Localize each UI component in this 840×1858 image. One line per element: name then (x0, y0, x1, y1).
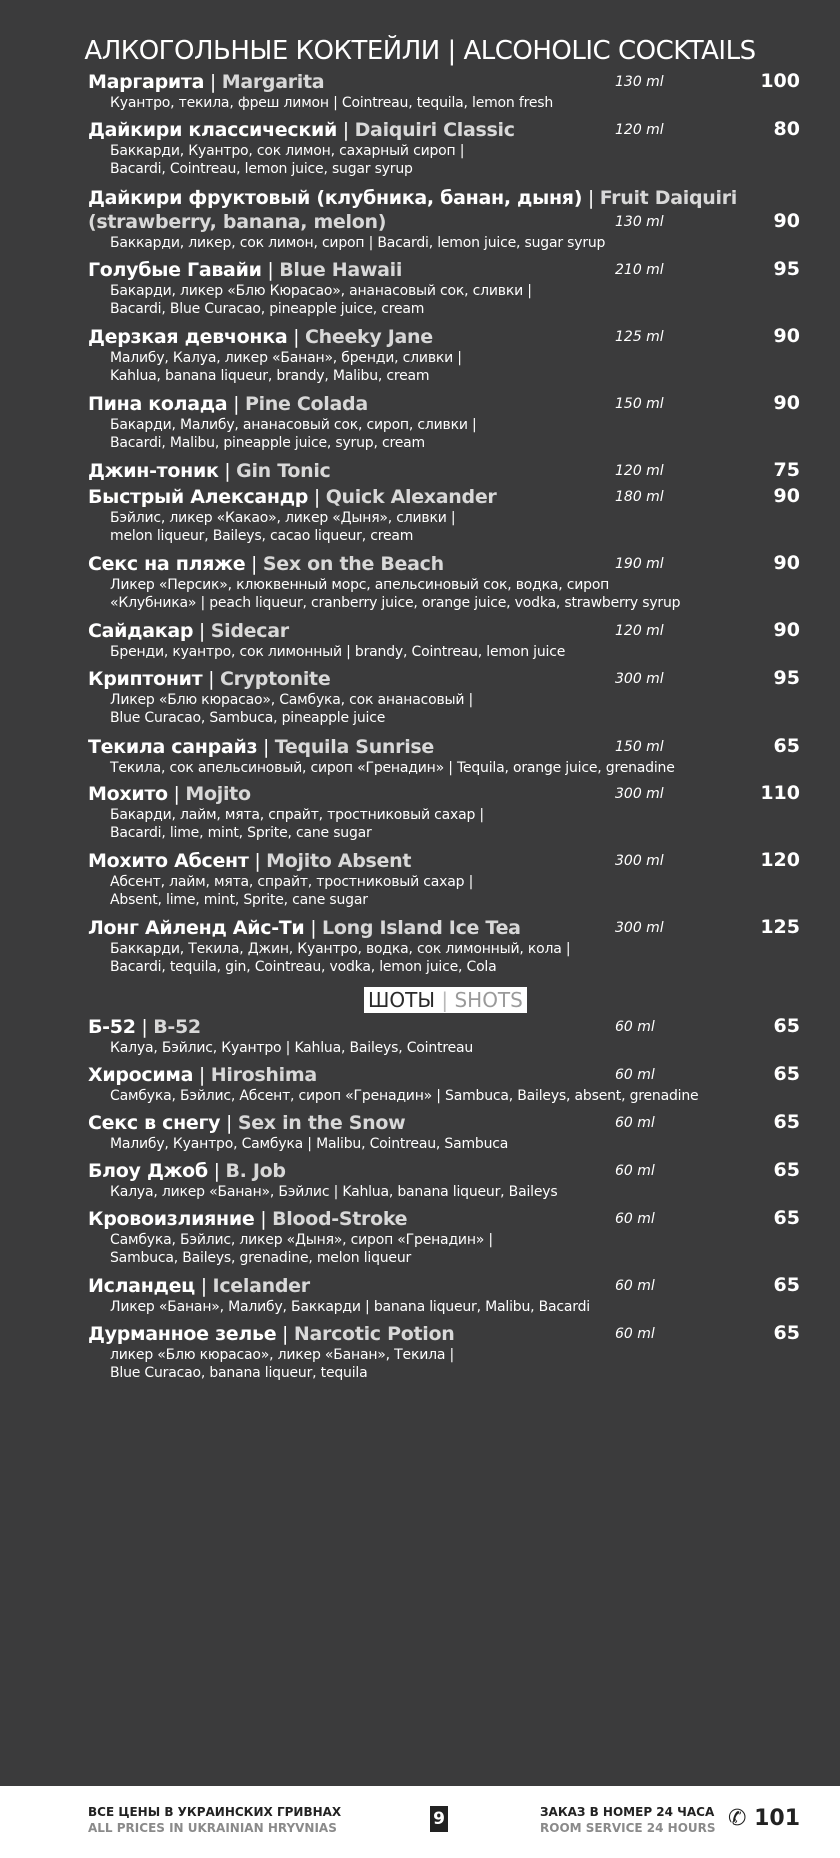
item-description: Калуа, Бэйлис, Куантро | Kahlua, Baileys, Cointreau (110, 1040, 474, 1056)
footer-prices-note (88, 1804, 341, 1836)
item-description: Bacardi, Blue Curacao, pineapple juice, cream (110, 301, 425, 317)
item-description: ликер «Блю кюрасао», ликер «Банан», Текила | (110, 1347, 454, 1363)
item-name-separator: | (227, 393, 245, 415)
page-number: 9 (430, 1806, 448, 1832)
menu-item (88, 552, 800, 612)
item-name-en: Sidecar (210, 620, 289, 642)
item-description: Бренди, куантро, сок лимонный | brandy, Cointreau, lemon juice (110, 644, 566, 660)
item-description: Бакарди, ликер «Блю Кюрасао», ананасовый сок, сливки | (110, 283, 532, 299)
item-description: Bacardi, Cointreau, lemon juice, sugar syrup (110, 161, 413, 177)
item-description: Bacardi, tequila, gin, Cointreau, vodka, lemon juice, Cola (110, 959, 497, 975)
footer-room-service (540, 1804, 716, 1836)
item-description: Куантро, текила, фреш лимон | Cointreau, tequila, lemon fresh (110, 95, 554, 111)
item-volume: 125 ml (615, 329, 664, 345)
item-price: 75 (773, 459, 800, 481)
menu-item (88, 325, 800, 385)
item-name-separator: | (304, 917, 323, 939)
item-price: 80 (773, 118, 800, 140)
item-name-ru: Блоу Джоб (88, 1160, 208, 1182)
item-volume: 180 ml (615, 489, 664, 505)
item-description: Kahlua, banana liqueur, brandy, Malibu, cream (110, 368, 430, 384)
item-price: 65 (773, 1111, 800, 1133)
item-name-en: Hiroshima (210, 1064, 317, 1086)
item-volume: 130 ml (615, 214, 664, 230)
item-description: Sambuca, Baileys, grenadine, melon liqueur (110, 1250, 412, 1266)
item-name-separator: | (218, 460, 237, 482)
item-price: 90 (773, 552, 800, 574)
item-name-ru: Текила санрайз (88, 736, 258, 758)
item-description: Самбука, Бэйлис, Абсент, сироп «Гренадин» | Sambuca, Baileys, absent, grenadine (110, 1088, 699, 1104)
item-name-en: B. Job (225, 1160, 286, 1182)
item-name-en: Cheeky Jane (304, 326, 433, 348)
item-name-en-continued: (strawberry, banana, melon) (88, 211, 387, 233)
item-name-en: Daiquiri Classic (354, 119, 515, 141)
item-volume: 300 ml (615, 920, 664, 936)
item-volume: 130 ml (615, 74, 664, 90)
item-name-en: Blood-Stroke (272, 1208, 408, 1230)
item-description: Бакарди, лайм, мята, спрайт, тростниковый сахар | (110, 807, 484, 823)
item-price: 65 (773, 1015, 800, 1037)
menu-item (88, 459, 800, 483)
item-price: 90 (773, 325, 800, 347)
item-name-en: Gin Tonic (236, 460, 331, 482)
item-name-ru: Дайкири фруктовый (клубника, банан, дыня) (88, 187, 583, 209)
item-name-separator: | (193, 620, 211, 642)
item-volume: 60 ml (615, 1326, 655, 1342)
menu-item (88, 1159, 800, 1201)
menu-item (88, 392, 800, 452)
menu-item (88, 782, 800, 842)
item-price: 65 (773, 735, 800, 757)
menu-item (88, 735, 800, 777)
item-description: Bacardi, lime, mint, Sprite, cane sugar (110, 825, 372, 841)
item-name-ru: Кровоизлияние (88, 1208, 255, 1230)
item-price: 100 (760, 70, 800, 92)
footer (0, 1786, 840, 1858)
item-name-ru: Мохито Абсент (88, 850, 249, 872)
item-name-separator: | (202, 668, 220, 690)
item-description: Ликер «Банан», Малибу, Баккарди | banana liqueur, Malibu, Bacardi (110, 1299, 590, 1315)
item-description: Самбука, Бэйлис, ликер «Дыня», сироп «Гренадин» | (110, 1232, 493, 1248)
item-name-en: Icelander (212, 1275, 310, 1297)
menu-item (88, 70, 800, 112)
menu-item (88, 1274, 800, 1316)
item-description: Blue Curacao, banana liqueur, tequila (110, 1365, 368, 1381)
menu-item (88, 619, 800, 661)
item-description: Blue Curacao, Sambuca, pineapple juice (110, 710, 386, 726)
item-volume: 120 ml (615, 122, 664, 138)
item-volume: 60 ml (615, 1067, 655, 1083)
item-name-separator: | (276, 1323, 294, 1345)
item-name-separator: | (254, 1208, 273, 1230)
item-description: Баккарди, ликер, сок лимон, сироп | Bacardi, lemon juice, sugar syrup (110, 235, 606, 251)
item-name-separator: | (245, 553, 263, 575)
footer-room-service-ru: ЗАКАЗ В НОМЕР 24 ЧАСА (540, 1805, 715, 1819)
shots-heading-separator: | (435, 988, 455, 1012)
item-volume: 300 ml (615, 853, 664, 869)
item-name (88, 186, 800, 210)
menu-item (88, 1207, 800, 1267)
item-volume: 210 ml (615, 262, 664, 278)
menu-item (88, 186, 800, 252)
menu-item (88, 258, 800, 318)
item-name-ru: Секс на пляже (88, 553, 246, 575)
item-price: 110 (760, 782, 800, 804)
item-name-separator: | (194, 1275, 213, 1297)
shots-heading-en: SHOTS (454, 988, 523, 1012)
item-name-separator: | (135, 1016, 154, 1038)
item-volume: 150 ml (615, 396, 664, 412)
menu-item (88, 118, 800, 178)
item-name-ru: Хиросима (88, 1064, 194, 1086)
menu-item (88, 1015, 800, 1057)
item-name-en: Sex on the Beach (262, 553, 444, 575)
item-description: melon liqueur, Baileys, cacao liqueur, cream (110, 528, 414, 544)
item-price: 90 (773, 210, 800, 232)
menu-item (88, 1063, 800, 1105)
item-description: Малибу, Калуа, ликер «Банан», бренди, сливки | (110, 350, 462, 366)
item-volume: 190 ml (615, 556, 664, 572)
item-name-separator: | (207, 1160, 226, 1182)
item-price: 90 (773, 392, 800, 414)
item-price: 65 (773, 1063, 800, 1085)
phone-number: 101 (754, 1806, 801, 1831)
item-name-ru: Дерзкая девчонка (88, 326, 288, 348)
item-name-ru: Голубые Гавайи (88, 259, 262, 281)
item-name-separator: | (261, 259, 280, 281)
item-price: 120 (760, 849, 800, 871)
item-name-en: Tequila Sunrise (274, 736, 435, 758)
item-name-ru: Криптонит (88, 668, 203, 690)
item-description: Калуа, ликер «Банан», Бэйлис | Kahlua, banana liqueur, Baileys (110, 1184, 558, 1200)
item-name-ru: Исландец (88, 1275, 195, 1297)
item-description: Бэйлис, ликер «Какао», ликер «Дыня», сливки | (110, 510, 456, 526)
item-name-en: Fruit Daiquiri (599, 187, 738, 209)
shots-heading-ru: ШОТЫ (368, 988, 435, 1012)
item-description: Ликер «Персик», клюквенный морс, апельсиновый сок, водка, сироп (110, 577, 610, 593)
item-name-separator: | (167, 783, 186, 805)
item-name-en: B-52 (153, 1016, 201, 1038)
item-description: Баккарди, Куантро, сок лимон, сахарный сироп | (110, 143, 465, 159)
item-name-en: Blue Hawaii (279, 259, 403, 281)
item-name-en: Long Island Ice Tea (322, 917, 521, 939)
menu-item (88, 1111, 800, 1153)
menu-item (88, 916, 800, 976)
item-price: 125 (760, 916, 800, 938)
item-volume: 300 ml (615, 671, 664, 687)
menu-item (88, 667, 800, 727)
item-volume: 150 ml (615, 739, 664, 755)
item-name-ru: Маргарита (88, 71, 205, 93)
item-name-en: Cryptonite (219, 668, 331, 690)
phone-icon: ✆ (728, 1806, 747, 1831)
shots-section-heading (364, 987, 527, 1013)
menu-item (88, 485, 800, 545)
item-price: 90 (773, 485, 800, 507)
item-price: 65 (773, 1274, 800, 1296)
item-volume: 120 ml (615, 623, 664, 639)
item-name-ru: Быстрый Александр (88, 486, 309, 508)
item-volume: 60 ml (615, 1115, 655, 1131)
item-description: Ликер «Блю кюрасао», Самбука, сок ананасовый | (110, 692, 474, 708)
footer-prices-en: ALL PRICES IN UKRAINIAN HRYVNIAS (88, 1821, 337, 1835)
item-price: 95 (773, 258, 800, 280)
item-name-separator: | (204, 71, 222, 93)
item-price: 65 (773, 1159, 800, 1181)
menu-item (88, 849, 800, 909)
item-name-ru: Джин-тоник (88, 460, 219, 482)
item-price: 90 (773, 619, 800, 641)
item-description: Малибу, Куантро, Самбука | Malibu, Cointreau, Sambuca (110, 1136, 509, 1152)
footer-prices-ru: ВСЕ ЦЕНЫ В УКРАИНСКИХ ГРИВНАХ (88, 1805, 342, 1819)
item-name-en: Pine Colada (244, 393, 368, 415)
item-name-ru: Лонг Айленд Айс-Ти (88, 917, 305, 939)
item-description: Бакарди, Малибу, ананасовый сок, сироп, сливки | (110, 417, 477, 433)
footer-room-service-en: ROOM SERVICE 24 HOURS (540, 1821, 716, 1835)
item-name-separator: | (248, 850, 267, 872)
item-description: Баккарди, Текила, Джин, Куантро, водка, сок лимонный, кола | (110, 941, 571, 957)
page-title: АЛКОГОЛЬНЫЕ КОКТЕЙЛИ | ALCOHOLIC COCKTAILS (84, 36, 756, 66)
item-name-separator: | (220, 1112, 238, 1134)
item-volume: 120 ml (615, 463, 664, 479)
item-description: Абсент, лайм, мята, спрайт, тростниковый сахар | (110, 874, 474, 890)
item-name-ru: Секс в снегу (88, 1112, 221, 1134)
item-name-en: Mojito Absent (266, 850, 412, 872)
item-description: Absent, lime, mint, Sprite, cane sugar (110, 892, 368, 908)
item-name-en: Margarita (221, 71, 325, 93)
item-volume: 60 ml (615, 1019, 655, 1035)
item-volume: 300 ml (615, 786, 664, 802)
item-volume: 60 ml (615, 1163, 655, 1179)
item-name-separator: | (287, 326, 305, 348)
item-description: Текила, сок апельсиновый, сироп «Гренадин» | Tequila, orange juice, grenadine (110, 760, 675, 776)
item-name-separator: | (336, 119, 355, 141)
item-name-ru: Б-52 (88, 1016, 136, 1038)
item-name-en: Sex in the Snow (237, 1112, 406, 1134)
item-name-ru: Пина колада (88, 393, 228, 415)
item-price: 95 (773, 667, 800, 689)
item-volume: 60 ml (615, 1211, 655, 1227)
item-name-en: Quick Alexander (325, 486, 497, 508)
item-price: 65 (773, 1207, 800, 1229)
item-description: Bacardi, Malibu, pineapple juice, syrup, cream (110, 435, 425, 451)
item-name-separator: | (257, 736, 275, 758)
item-name-ru: Сайдакар (88, 620, 194, 642)
room-service-phone (728, 1806, 800, 1831)
item-volume: 60 ml (615, 1278, 655, 1294)
item-name-separator: | (308, 486, 326, 508)
item-name-en: Narcotic Potion (293, 1323, 455, 1345)
item-name-ru: Дурманное зелье (88, 1323, 277, 1345)
item-name-ru: Мохито (88, 783, 168, 805)
item-name-separator: | (193, 1064, 211, 1086)
item-description: «Клубника» | peach liqueur, cranberry juice, orange juice, vodka, strawberry syrup (110, 595, 681, 611)
menu-item (88, 1322, 800, 1382)
item-name-en: Mojito (185, 783, 251, 805)
item-name-ru: Дайкири классический (88, 119, 337, 141)
item-name-separator: | (582, 187, 600, 209)
item-price: 65 (773, 1322, 800, 1344)
